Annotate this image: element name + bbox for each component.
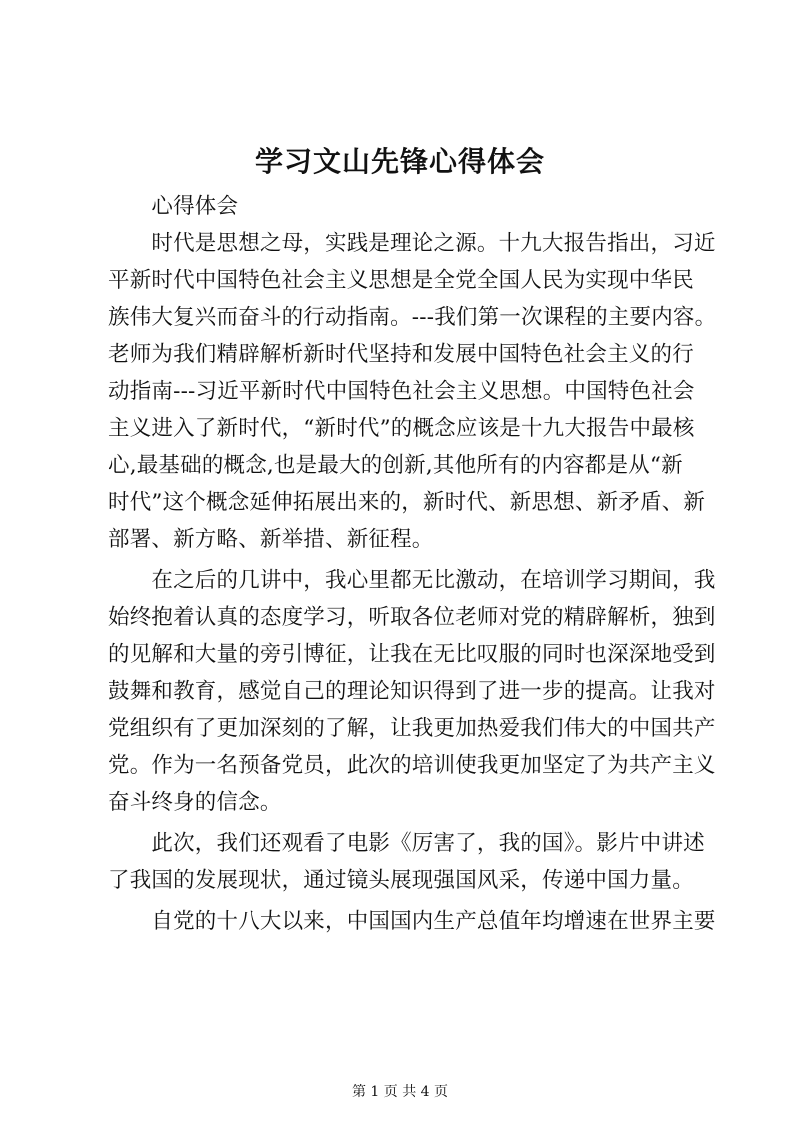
body-line: 老师为我们精辟解析新时代坚持和发展中国特色社会主义的行	[108, 342, 694, 367]
body-line: 此次，我们还观看了电影《厉害了，我的国》。影片中讲述	[108, 831, 705, 856]
body-line: 党组织有了更加深刻的了解，让我更加热爱我们伟大的中国共产	[108, 716, 716, 741]
body-line: 心得体会	[108, 194, 239, 219]
page-footer: 第 1 页 共 4 页	[351, 1084, 449, 1100]
body-line: 族伟大复兴而奋斗的行动指南。---我们第一次课程的主要内容。	[108, 305, 717, 330]
body-line: 鼓舞和教育，感觉自己的理论知识得到了进一步的提高。让我对	[108, 679, 716, 704]
body-line: 平新时代中国特色社会主义思想是全党全国人民为实现中华民	[108, 268, 694, 293]
body-line: 心,最基础的概念,也是最大的创新,其他所有的内容都是从“新	[108, 453, 683, 478]
body-line: 在之后的几讲中，我心里都无比激动，在培训学习期间，我	[108, 568, 716, 593]
body-line: 动指南---习近平新时代中国特色社会主义思想。中国特色社会	[108, 379, 695, 404]
body-line: 自党的十八大以来，中国国内生产总值年均增速在世界主要	[108, 909, 716, 934]
body-line: 部署、新方略、新举措、新征程。	[108, 527, 434, 552]
document-title: 学习文山先锋心得体会	[254, 145, 545, 178]
body-line: 的见解和大量的旁引博征，让我在无比叹服的同时也深深地受到	[108, 642, 716, 667]
body-line: 奋斗终身的信念。	[108, 790, 282, 815]
body-line: 了我国的发展现状，通过镜头展现强国风采，传递中国力量。	[108, 868, 694, 893]
body-line: 时代是思想之母，实践是理论之源。十九大报告指出，习近	[108, 231, 716, 256]
body-line: 主义进入了新时代，“新时代”的概念应该是十九大报告中最核	[108, 416, 695, 441]
body-line: 时代”这个概念延伸拓展出来的，新时代、新思想、新矛盾、新	[108, 490, 706, 515]
body-line: 党。作为一名预备党员，此次的培训使我更加坚定了为共产主义	[108, 753, 716, 778]
body-line: 始终抱着认真的态度学习，听取各位老师对党的精辟解析，独到	[108, 605, 716, 630]
